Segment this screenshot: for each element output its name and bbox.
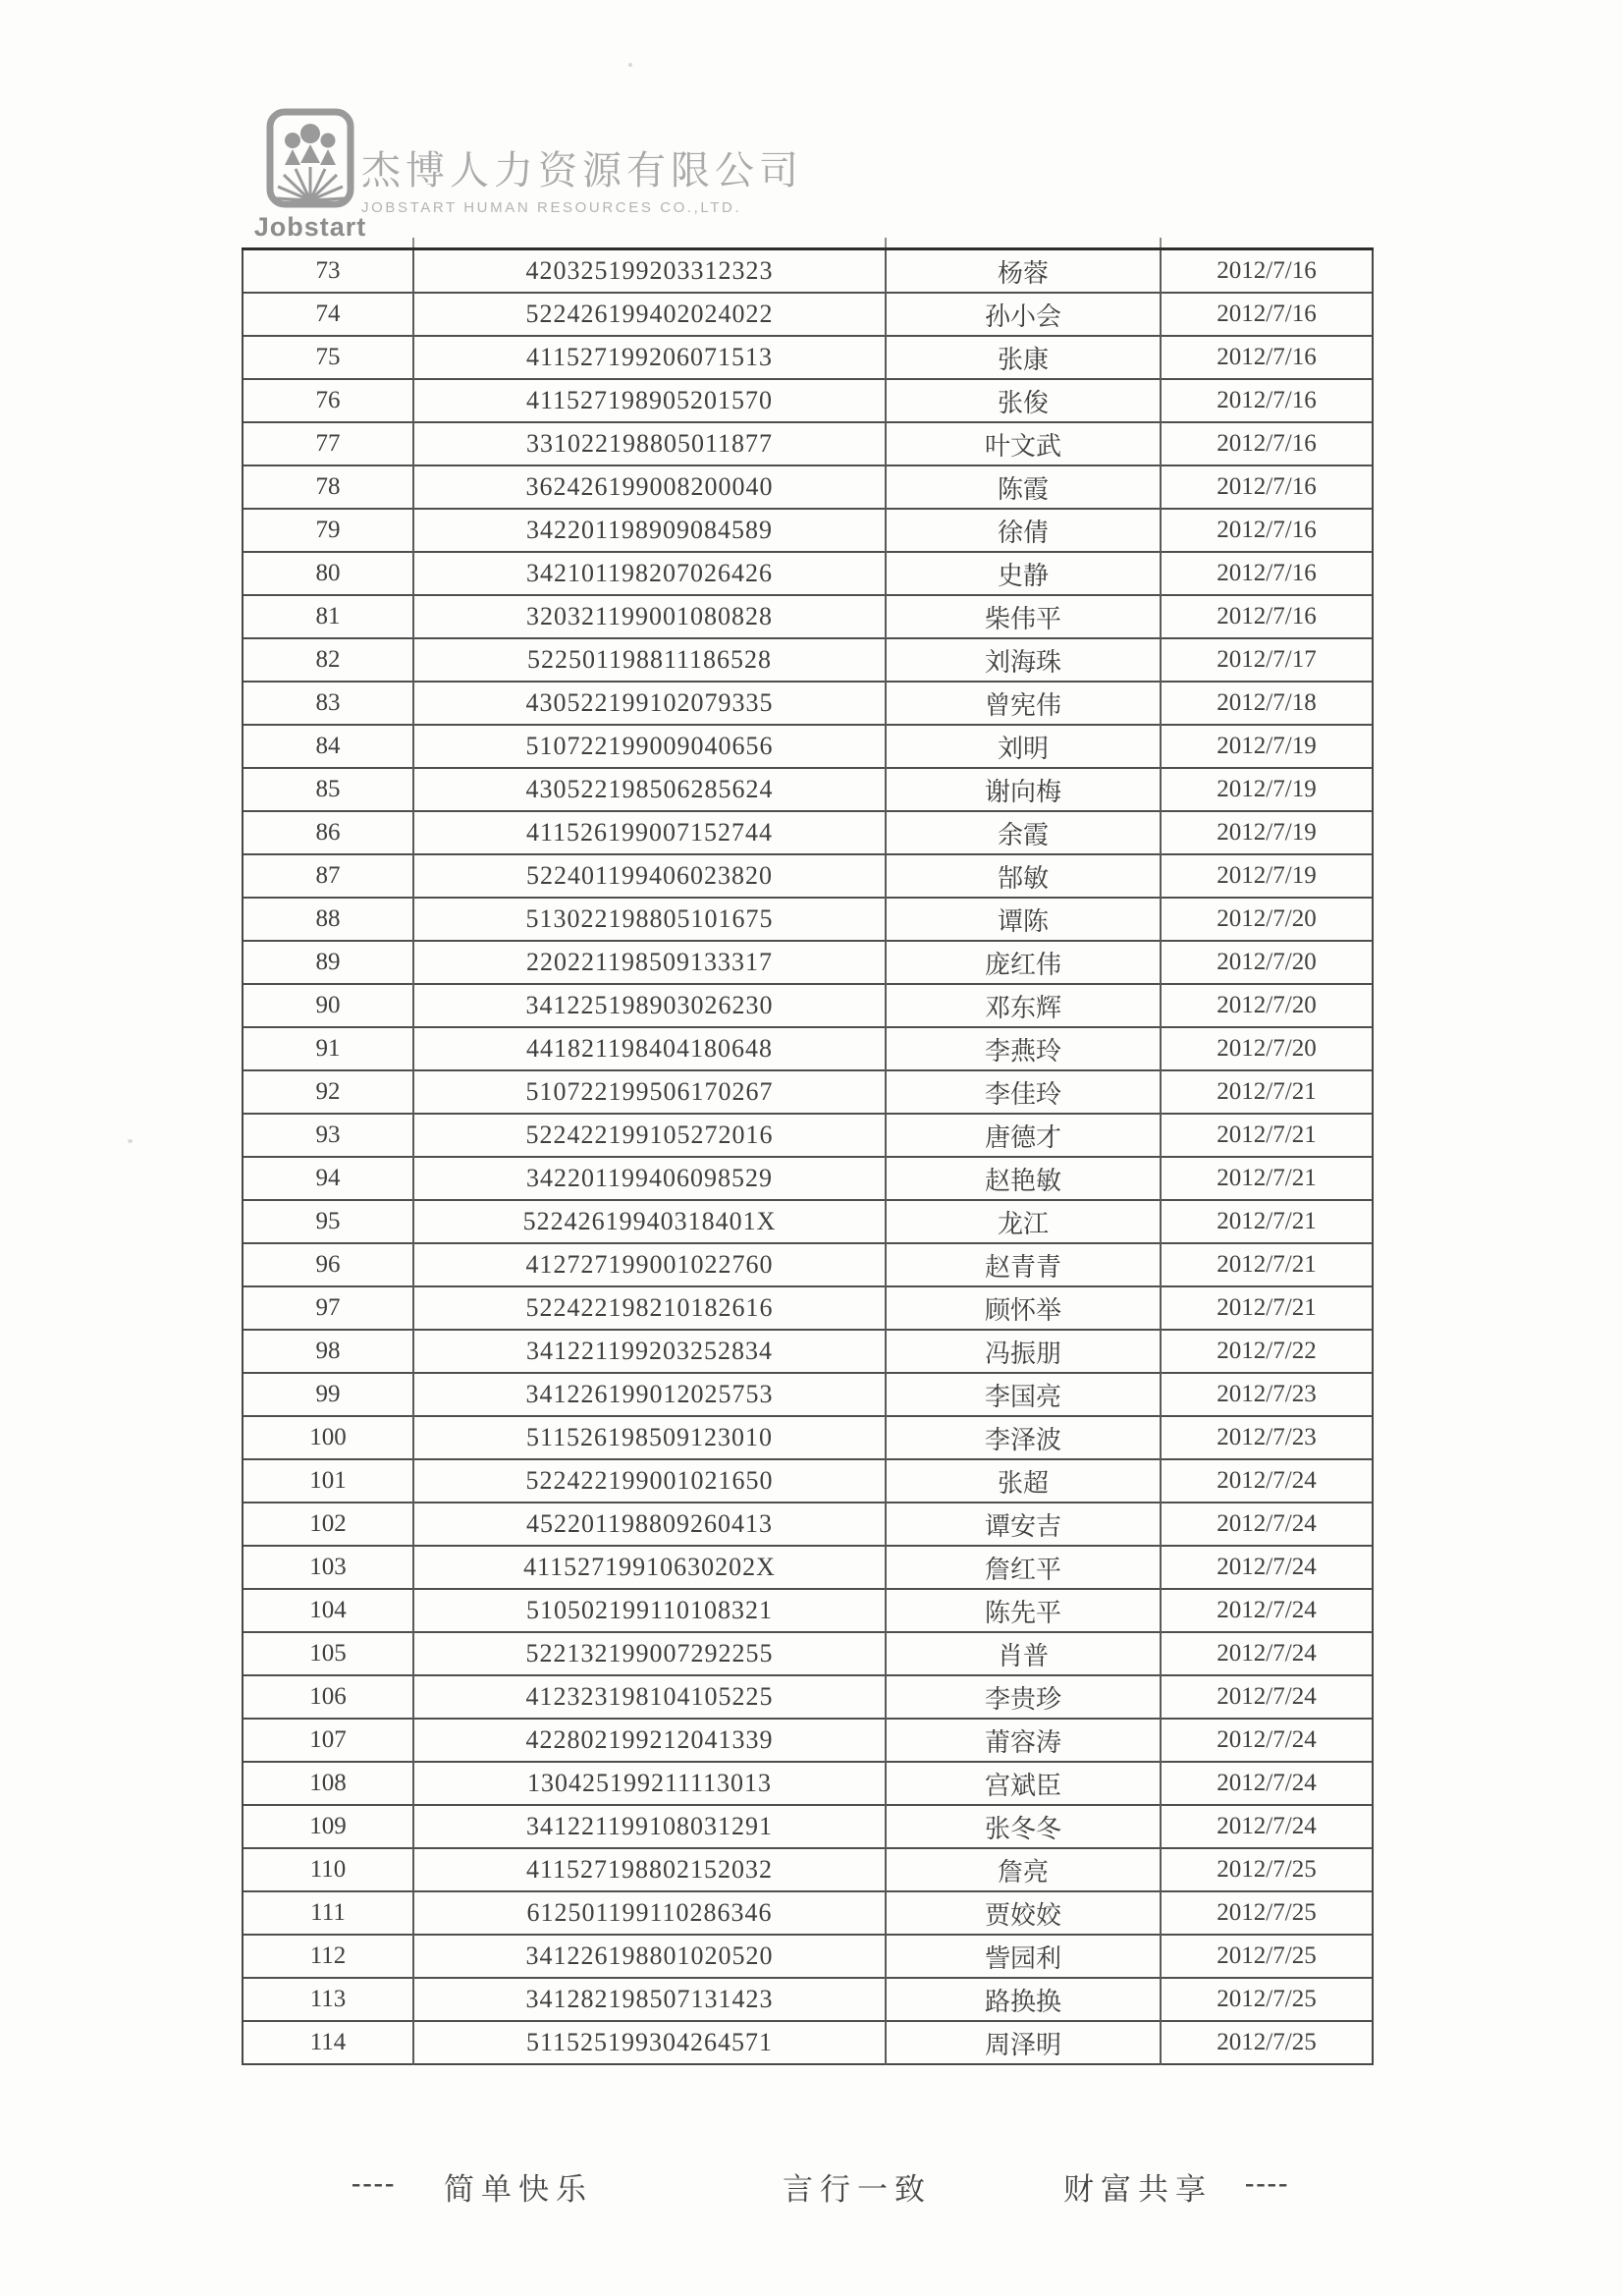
cell-seq: 100 bbox=[243, 1416, 413, 1459]
cell-id-number: 522422199001021650 bbox=[413, 1459, 886, 1503]
cell-name: 陈先平 bbox=[886, 1589, 1161, 1632]
table-row bbox=[243, 1114, 1373, 1157]
table-row bbox=[243, 1503, 1373, 1546]
table-row bbox=[243, 768, 1373, 811]
cell-seq: 101 bbox=[243, 1459, 413, 1503]
cell-date: 2012/7/19 bbox=[1161, 725, 1373, 768]
cell-seq: 106 bbox=[243, 1675, 413, 1719]
cell-id-number: 522426199402024022 bbox=[413, 293, 886, 336]
cell-seq: 108 bbox=[243, 1762, 413, 1805]
cell-seq: 86 bbox=[243, 811, 413, 854]
cell-seq: 112 bbox=[243, 1935, 413, 1978]
cell-name: 贾姣姣 bbox=[886, 1891, 1161, 1935]
table-row bbox=[243, 336, 1373, 379]
cell-name: 史静 bbox=[886, 552, 1161, 595]
cell-name: 詹红平 bbox=[886, 1546, 1161, 1589]
cell-seq: 88 bbox=[243, 898, 413, 941]
cell-name: 谭陈 bbox=[886, 898, 1161, 941]
table-row bbox=[243, 422, 1373, 465]
cell-id-number: 452201198809260413 bbox=[413, 1503, 886, 1546]
cell-seq: 99 bbox=[243, 1373, 413, 1416]
table-row bbox=[243, 249, 1373, 294]
table-row bbox=[243, 941, 1373, 984]
table-edge-stub bbox=[412, 238, 414, 247]
cell-name: 莆容涛 bbox=[886, 1719, 1161, 1762]
cell-seq: 103 bbox=[243, 1546, 413, 1589]
cell-id-number: 441821198404180648 bbox=[413, 1027, 886, 1070]
table-row bbox=[243, 638, 1373, 682]
table-row bbox=[243, 1848, 1373, 1891]
table-row bbox=[243, 1286, 1373, 1330]
cell-date: 2012/7/20 bbox=[1161, 984, 1373, 1027]
table-row bbox=[243, 1891, 1373, 1935]
cell-date: 2012/7/24 bbox=[1161, 1675, 1373, 1719]
cell-seq: 80 bbox=[243, 552, 413, 595]
jobstart-people-sunburst-icon bbox=[266, 108, 354, 208]
cell-date: 2012/7/16 bbox=[1161, 336, 1373, 379]
cell-id-number: 411527199206071513 bbox=[413, 336, 886, 379]
table-row bbox=[243, 1157, 1373, 1200]
cell-name: 李国亮 bbox=[886, 1373, 1161, 1416]
company-name-chinese: 杰博人力资源有限公司 bbox=[361, 148, 803, 192]
cell-id-number: 320321199001080828 bbox=[413, 595, 886, 638]
table-row bbox=[243, 1935, 1373, 1978]
cell-date: 2012/7/25 bbox=[1161, 1978, 1373, 2021]
table-edge-stub bbox=[885, 238, 887, 247]
cell-id-number: 522401199406023820 bbox=[413, 854, 886, 898]
cell-seq: 81 bbox=[243, 595, 413, 638]
dash-separator: ---- bbox=[1245, 2168, 1290, 2199]
table-row bbox=[243, 1805, 1373, 1848]
cell-name: 谢向梅 bbox=[886, 768, 1161, 811]
cell-date: 2012/7/20 bbox=[1161, 1027, 1373, 1070]
cell-name: 赵艳敏 bbox=[886, 1157, 1161, 1200]
cell-date: 2012/7/17 bbox=[1161, 638, 1373, 682]
cell-seq: 93 bbox=[243, 1114, 413, 1157]
cell-date: 2012/7/24 bbox=[1161, 1805, 1373, 1848]
cell-date: 2012/7/21 bbox=[1161, 1114, 1373, 1157]
roster-table-body bbox=[243, 249, 1373, 2065]
cell-seq: 76 bbox=[243, 379, 413, 422]
cell-name: 赵青青 bbox=[886, 1243, 1161, 1286]
cell-name: 李泽波 bbox=[886, 1416, 1161, 1459]
motto-share-wealth: 财富共享 bbox=[1063, 2172, 1213, 2207]
cell-seq: 109 bbox=[243, 1805, 413, 1848]
cell-name: 路换换 bbox=[886, 1978, 1161, 2021]
cell-name: 郜敏 bbox=[886, 854, 1161, 898]
table-row bbox=[243, 682, 1373, 725]
cell-date: 2012/7/25 bbox=[1161, 1848, 1373, 1891]
scan-speckle bbox=[628, 63, 632, 67]
cell-seq: 114 bbox=[243, 2021, 413, 2064]
table-row bbox=[243, 1459, 1373, 1503]
cell-date: 2012/7/20 bbox=[1161, 941, 1373, 984]
cell-name: 詹亮 bbox=[886, 1848, 1161, 1891]
cell-date: 2012/7/21 bbox=[1161, 1286, 1373, 1330]
cell-name: 杨蓉 bbox=[886, 249, 1161, 294]
table-row bbox=[243, 1589, 1373, 1632]
cell-date: 2012/7/24 bbox=[1161, 1546, 1373, 1589]
cell-id-number: 422802199212041339 bbox=[413, 1719, 886, 1762]
cell-name: 张俊 bbox=[886, 379, 1161, 422]
cell-date: 2012/7/23 bbox=[1161, 1373, 1373, 1416]
cell-id-number: 362426199008200040 bbox=[413, 465, 886, 509]
cell-date: 2012/7/25 bbox=[1161, 2021, 1373, 2064]
cell-id-number: 341225198903026230 bbox=[413, 984, 886, 1027]
cell-date: 2012/7/23 bbox=[1161, 1416, 1373, 1459]
cell-id-number: 412727199001022760 bbox=[413, 1243, 886, 1286]
cell-seq: 98 bbox=[243, 1330, 413, 1373]
cell-seq: 90 bbox=[243, 984, 413, 1027]
cell-name: 邓东辉 bbox=[886, 984, 1161, 1027]
company-name-english: JOBSTART HUMAN RESOURCES CO.,LTD. bbox=[361, 199, 742, 216]
cell-name: 冯振朋 bbox=[886, 1330, 1161, 1373]
cell-id-number: 220221198509133317 bbox=[413, 941, 886, 984]
cell-name: 訾园利 bbox=[886, 1935, 1161, 1978]
cell-seq: 75 bbox=[243, 336, 413, 379]
cell-id-number: 612501199110286346 bbox=[413, 1891, 886, 1935]
cell-date: 2012/7/24 bbox=[1161, 1719, 1373, 1762]
cell-date: 2012/7/21 bbox=[1161, 1243, 1373, 1286]
cell-name: 李贵珍 bbox=[886, 1675, 1161, 1719]
cell-date: 2012/7/20 bbox=[1161, 898, 1373, 941]
cell-date: 2012/7/24 bbox=[1161, 1762, 1373, 1805]
table-row bbox=[243, 984, 1373, 1027]
motto-simple-happy: 简单快乐 bbox=[444, 2172, 593, 2207]
cell-date: 2012/7/18 bbox=[1161, 682, 1373, 725]
cell-seq: 73 bbox=[243, 249, 413, 294]
cell-name: 李燕玲 bbox=[886, 1027, 1161, 1070]
cell-date: 2012/7/24 bbox=[1161, 1589, 1373, 1632]
cell-name: 孙小会 bbox=[886, 293, 1161, 336]
table-edge-stub bbox=[1160, 238, 1162, 247]
cell-seq: 96 bbox=[243, 1243, 413, 1286]
cell-id-number: 341221199108031291 bbox=[413, 1805, 886, 1848]
cell-date: 2012/7/16 bbox=[1161, 465, 1373, 509]
cell-name: 余霞 bbox=[886, 811, 1161, 854]
cell-id-number: 342101198207026426 bbox=[413, 552, 886, 595]
table-row bbox=[243, 1200, 1373, 1243]
cell-name: 唐德才 bbox=[886, 1114, 1161, 1157]
table-row bbox=[243, 1632, 1373, 1675]
cell-date: 2012/7/24 bbox=[1161, 1503, 1373, 1546]
cell-name: 陈霞 bbox=[886, 465, 1161, 509]
cell-seq: 105 bbox=[243, 1632, 413, 1675]
cell-seq: 85 bbox=[243, 768, 413, 811]
cell-id-number: 341226198801020520 bbox=[413, 1935, 886, 1978]
table-row bbox=[243, 1330, 1373, 1373]
cell-date: 2012/7/25 bbox=[1161, 1935, 1373, 1978]
cell-date: 2012/7/16 bbox=[1161, 249, 1373, 294]
table-row bbox=[243, 1373, 1373, 1416]
cell-name: 肖普 bbox=[886, 1632, 1161, 1675]
cell-name: 刘海珠 bbox=[886, 638, 1161, 682]
table-row bbox=[243, 1027, 1373, 1070]
table-row bbox=[243, 293, 1373, 336]
cell-seq: 94 bbox=[243, 1157, 413, 1200]
cell-date: 2012/7/24 bbox=[1161, 1459, 1373, 1503]
table-row bbox=[243, 1416, 1373, 1459]
cell-seq: 111 bbox=[243, 1891, 413, 1935]
cell-name: 顾怀举 bbox=[886, 1286, 1161, 1330]
cell-seq: 87 bbox=[243, 854, 413, 898]
cell-name: 徐倩 bbox=[886, 509, 1161, 552]
cell-seq: 78 bbox=[243, 465, 413, 509]
cell-id-number: 411527198802152032 bbox=[413, 1848, 886, 1891]
table-row bbox=[243, 898, 1373, 941]
cell-seq: 83 bbox=[243, 682, 413, 725]
table-row bbox=[243, 552, 1373, 595]
cell-seq: 97 bbox=[243, 1286, 413, 1330]
letterhead bbox=[0, 0, 1623, 246]
cell-seq: 113 bbox=[243, 1978, 413, 2021]
motto-words-deeds: 言行一致 bbox=[783, 2172, 932, 2207]
cell-name: 宫斌臣 bbox=[886, 1762, 1161, 1805]
table-row bbox=[243, 379, 1373, 422]
cell-name: 曾宪伟 bbox=[886, 682, 1161, 725]
cell-id-number: 411527198905201570 bbox=[413, 379, 886, 422]
cell-date: 2012/7/16 bbox=[1161, 422, 1373, 465]
cell-name: 李佳玲 bbox=[886, 1070, 1161, 1114]
cell-seq: 102 bbox=[243, 1503, 413, 1546]
cell-seq: 89 bbox=[243, 941, 413, 984]
cell-id-number: 341226199012025753 bbox=[413, 1373, 886, 1416]
cell-id-number: 341221199203252834 bbox=[413, 1330, 886, 1373]
table-row bbox=[243, 1070, 1373, 1114]
table-row bbox=[243, 1546, 1373, 1589]
cell-id-number: 522501198811186528 bbox=[413, 638, 886, 682]
cell-date: 2012/7/24 bbox=[1161, 1632, 1373, 1675]
cell-name: 庞红伟 bbox=[886, 941, 1161, 984]
cell-id-number: 420325199203312323 bbox=[413, 249, 886, 294]
cell-date: 2012/7/25 bbox=[1161, 1891, 1373, 1935]
cell-id-number: 510722199009040656 bbox=[413, 725, 886, 768]
cell-id-number: 52242619940318401X bbox=[413, 1200, 886, 1243]
cell-name: 张康 bbox=[886, 336, 1161, 379]
dash-separator: ---- bbox=[352, 2168, 397, 2199]
cell-seq: 77 bbox=[243, 422, 413, 465]
cell-date: 2012/7/19 bbox=[1161, 811, 1373, 854]
scan-speckle bbox=[128, 1139, 133, 1143]
cell-id-number: 342201199406098529 bbox=[413, 1157, 886, 1200]
company-logo bbox=[251, 108, 369, 243]
cell-name: 刘明 bbox=[886, 725, 1161, 768]
cell-seq: 84 bbox=[243, 725, 413, 768]
cell-id-number: 341282198507131423 bbox=[413, 1978, 886, 2021]
cell-id-number: 511525199304264571 bbox=[413, 2021, 886, 2064]
cell-date: 2012/7/16 bbox=[1161, 293, 1373, 336]
cell-seq: 82 bbox=[243, 638, 413, 682]
cell-name: 龙江 bbox=[886, 1200, 1161, 1243]
cell-date: 2012/7/19 bbox=[1161, 768, 1373, 811]
cell-seq: 74 bbox=[243, 293, 413, 336]
cell-id-number: 430522199102079335 bbox=[413, 682, 886, 725]
cell-seq: 110 bbox=[243, 1848, 413, 1891]
table-row bbox=[243, 854, 1373, 898]
cell-seq: 107 bbox=[243, 1719, 413, 1762]
cell-seq: 95 bbox=[243, 1200, 413, 1243]
cell-id-number: 510722199506170267 bbox=[413, 1070, 886, 1114]
cell-id-number: 522422199105272016 bbox=[413, 1114, 886, 1157]
table-row bbox=[243, 1243, 1373, 1286]
cell-id-number: 41152719910630202X bbox=[413, 1546, 886, 1589]
cell-id-number: 411526199007152744 bbox=[413, 811, 886, 854]
table-row bbox=[243, 465, 1373, 509]
cell-id-number: 331022198805011877 bbox=[413, 422, 886, 465]
cell-name: 柴伟平 bbox=[886, 595, 1161, 638]
cell-date: 2012/7/16 bbox=[1161, 379, 1373, 422]
table-row bbox=[243, 2021, 1373, 2064]
employee-roster-table bbox=[242, 247, 1374, 2065]
cell-date: 2012/7/19 bbox=[1161, 854, 1373, 898]
cell-name: 谭安吉 bbox=[886, 1503, 1161, 1546]
table-row bbox=[243, 811, 1373, 854]
cell-seq: 104 bbox=[243, 1589, 413, 1632]
cell-id-number: 513022198805101675 bbox=[413, 898, 886, 941]
cell-name: 叶文武 bbox=[886, 422, 1161, 465]
cell-date: 2012/7/21 bbox=[1161, 1070, 1373, 1114]
cell-seq: 79 bbox=[243, 509, 413, 552]
cell-id-number: 522422198210182616 bbox=[413, 1286, 886, 1330]
cell-id-number: 130425199211113013 bbox=[413, 1762, 886, 1805]
table-row bbox=[243, 509, 1373, 552]
table-row bbox=[243, 1675, 1373, 1719]
cell-date: 2012/7/22 bbox=[1161, 1330, 1373, 1373]
cell-id-number: 522132199007292255 bbox=[413, 1632, 886, 1675]
cell-id-number: 511526198509123010 bbox=[413, 1416, 886, 1459]
cell-name: 周泽明 bbox=[886, 2021, 1161, 2064]
cell-date: 2012/7/16 bbox=[1161, 552, 1373, 595]
cell-seq: 91 bbox=[243, 1027, 413, 1070]
cell-name: 张超 bbox=[886, 1459, 1161, 1503]
company-name-block bbox=[361, 139, 803, 216]
footer-motto bbox=[0, 2164, 1623, 2210]
cell-seq: 92 bbox=[243, 1070, 413, 1114]
cell-date: 2012/7/21 bbox=[1161, 1157, 1373, 1200]
cell-id-number: 510502199110108321 bbox=[413, 1589, 886, 1632]
cell-date: 2012/7/21 bbox=[1161, 1200, 1373, 1243]
cell-id-number: 342201198909084589 bbox=[413, 509, 886, 552]
table-row bbox=[243, 1978, 1373, 2021]
logo-wordmark: Jobstart bbox=[253, 212, 367, 242]
cell-id-number: 430522198506285624 bbox=[413, 768, 886, 811]
table-row bbox=[243, 1762, 1373, 1805]
table-row bbox=[243, 1719, 1373, 1762]
table-row bbox=[243, 725, 1373, 768]
cell-date: 2012/7/16 bbox=[1161, 509, 1373, 552]
table-row bbox=[243, 595, 1373, 638]
cell-id-number: 412323198104105225 bbox=[413, 1675, 886, 1719]
cell-date: 2012/7/16 bbox=[1161, 595, 1373, 638]
cell-name: 张冬冬 bbox=[886, 1805, 1161, 1848]
